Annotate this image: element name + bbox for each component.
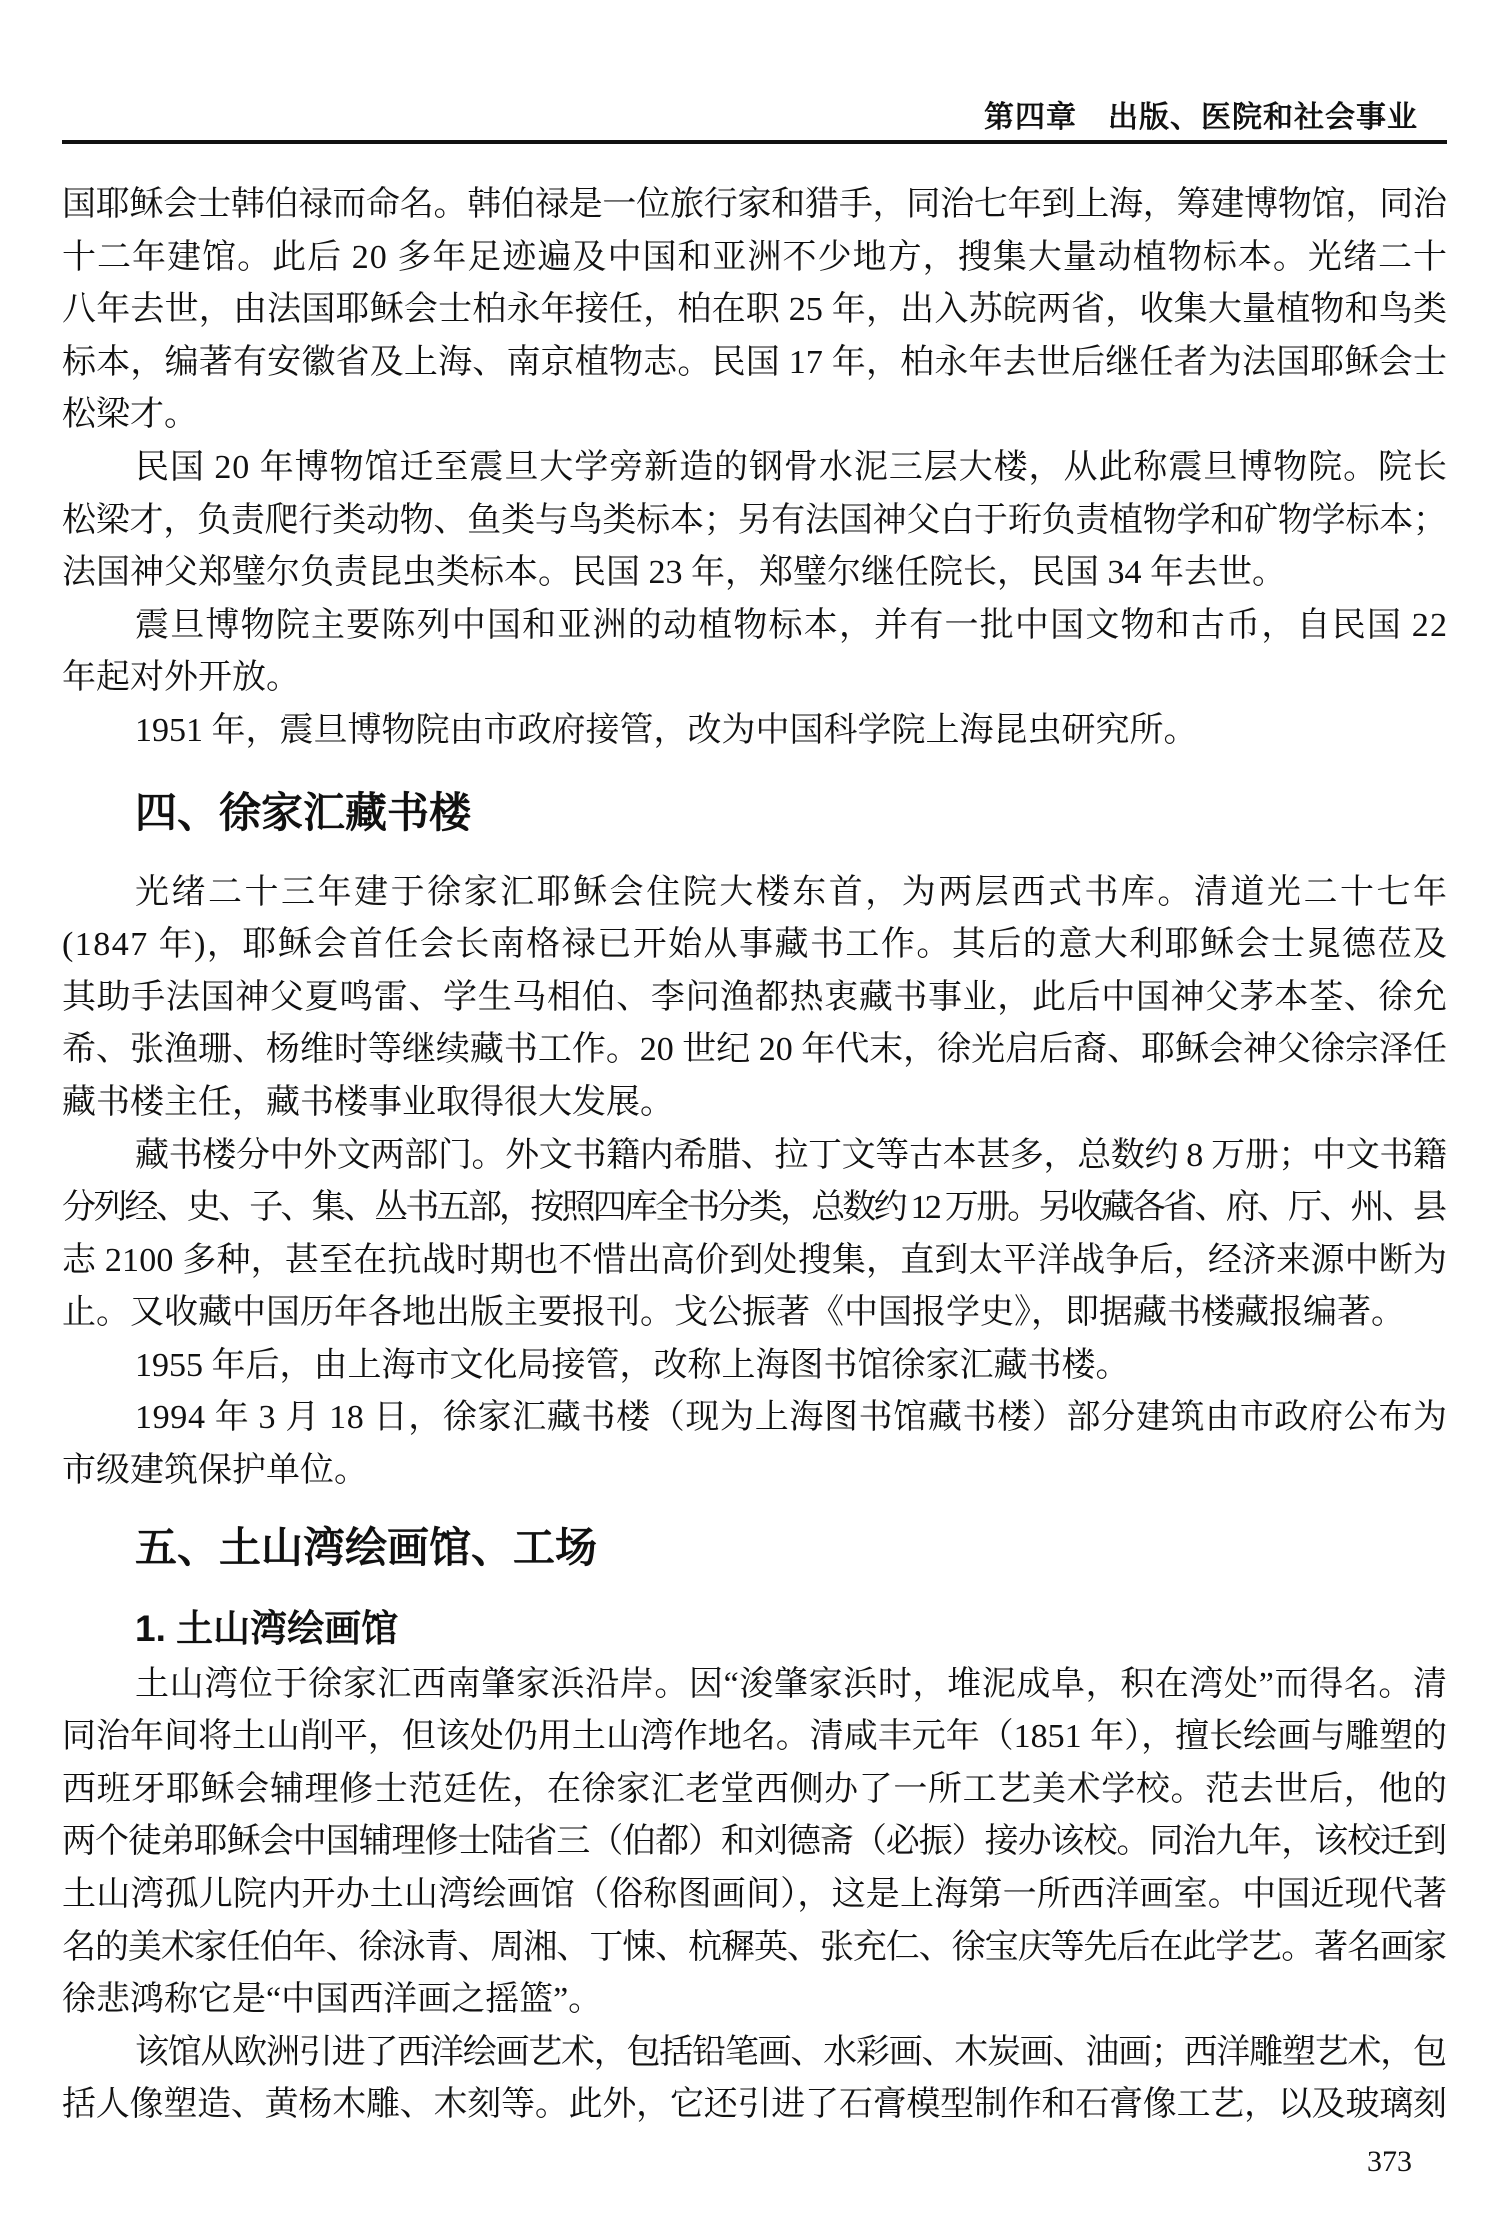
paragraph — [62, 1392, 1447, 1497]
text-line — [62, 1287, 1447, 1340]
text-line-content: 法国神父郑璧尔负责昆虫类标本。民国 23 年，郑璧尔继任院长，民国 34 年去世。 — [62, 554, 1286, 592]
text-line — [62, 1077, 1447, 1130]
text-line — [62, 284, 1447, 337]
text-line — [62, 652, 1447, 705]
text-line-content: 国耶稣会士韩伯禄而命名。韩伯禄是一位旅行家和猎手，同治七年到上海，筹建博物馆，同治 — [62, 186, 1447, 223]
text-line — [62, 337, 1447, 390]
text-line — [62, 1922, 1447, 1975]
text-line — [62, 1659, 1447, 1712]
text-line-content: (1847 年)，耶稣会首任会长南格禄已开始从事藏书工作。其后的意大利耶稣会士晁德莅及 — [62, 926, 1449, 964]
text-line — [62, 1869, 1447, 1922]
text-line-content: 年起对外开放。 — [62, 659, 300, 697]
paragraph — [62, 705, 1447, 758]
text-line — [62, 867, 1450, 920]
section-heading: 五、土山湾绘画馆、工场 — [135, 1523, 598, 1571]
section-heading: 四、徐家汇藏书楼 — [135, 788, 472, 836]
text-line-content: 藏书楼主任，藏书楼事业取得很大发展。 — [62, 1083, 674, 1121]
text-line — [62, 179, 1447, 232]
text-line — [62, 1764, 1447, 1817]
page-body — [62, 179, 1450, 2132]
text-line-content: 震旦博物院主要陈列中国和亚洲的动植物标本，并有一批中国文物和古币，自民国 22 — [135, 606, 1449, 644]
running-head-chapter-title: 第四章 出版、医院和社会事业 — [984, 101, 1418, 134]
text-line — [62, 1182, 1447, 1235]
paragraph — [62, 1659, 1447, 2027]
text-line-content: 藏书楼分中外文两部门。外文书籍内希腊、拉丁文等古本甚多，总数约 8 万册；中文书籍 — [135, 1136, 1447, 1174]
text-line-content: 光绪二十三年建于徐家汇耶稣会住院大楼东首，为两层西式书库。清道光二十七年 — [135, 873, 1450, 911]
text-line-content: 十二年建馆。此后 20 多年足迹遍及中国和亚洲不少地方，搜集大量动植物标本。光绪二十 — [62, 238, 1449, 276]
text-line-content: 括人像塑造、黄杨木雕、木刻等。此外，它还引进了石膏模型制作和石膏像工艺，以及玻璃刻 — [62, 2086, 1447, 2124]
paragraph — [62, 442, 1447, 600]
text-line-content: 1951 年，震旦博物院由市政府接管，改为中国科学院上海昆虫研究所。 — [135, 711, 1198, 749]
text-line-content: 民国 20 年博物馆迁至震旦大学旁新造的钢骨水泥三层大楼，从此称震旦博物院。院长 — [135, 448, 1448, 486]
text-line — [62, 1340, 1447, 1393]
text-line-content: 徐悲鸿称它是“中国西洋画之摇篮”。 — [62, 1981, 603, 2019]
paragraph — [62, 1130, 1447, 1340]
subsection-heading: 1. 土山湾绘画馆 — [135, 1607, 399, 1649]
text-line — [62, 1130, 1447, 1183]
text-line — [62, 1235, 1447, 1288]
text-line-content: 名的美术家任伯年、徐泳青、周湘、丁悚、杭穉英、张充仁、徐宝庆等先后在此学艺。著名画家 — [62, 1928, 1446, 1966]
text-line — [62, 442, 1447, 495]
page-number: 373 — [1367, 2145, 1412, 2178]
text-line-content: 标本，编著有安徽省及上海、南京植物志。民国 17 年，柏永年去世后继任者为法国耶稣会士 — [62, 343, 1448, 381]
text-line-content: 八年去世，由法国耶稣会士柏永年接任，柏在职 25 年，出入苏皖两省，收集大量植物和鸟类 — [62, 291, 1448, 329]
text-line — [62, 2079, 1447, 2132]
paragraph — [62, 179, 1447, 442]
paragraph — [62, 1340, 1447, 1393]
text-line — [62, 1711, 1447, 1764]
header-rule — [62, 140, 1447, 144]
text-line — [62, 705, 1447, 758]
text-line-content: 止。又收藏中国历年各地出版主要报刊。戈公振著《中国报学史》，即据藏书楼藏报编著。 — [62, 1294, 1405, 1332]
paragraph — [62, 867, 1450, 1130]
text-line — [62, 389, 1447, 442]
text-line — [62, 972, 1447, 1025]
text-line — [62, 547, 1447, 600]
text-line-content: 该馆从欧洲引进了西洋绘画艺术，包括铅笔画、水彩画、木炭画、油画；西洋雕塑艺术，包 — [135, 2033, 1446, 2071]
text-line-content: 土山湾位于徐家汇西南肇家浜沿岸。因“浚肇家浜时，堆泥成阜，积在湾处”而得名。清 — [135, 1665, 1448, 1703]
text-line-content: 分列经、史、子、集、丛书五部，按照四库全书分类，总数约 12 万册。另收藏各省、府、厅、州、县 — [62, 1189, 1445, 1227]
text-line — [62, 1445, 1447, 1498]
text-line-content: 市级建筑保护单位。 — [62, 1452, 368, 1490]
text-line-content: 松梁才。 — [62, 396, 198, 434]
text-line — [62, 919, 1447, 972]
text-line-content: 松梁才，负责爬行类动物、鱼类与鸟类标本；另有法国神父白于珩负责植物学和矿物学标本； — [62, 501, 1447, 539]
text-line — [62, 232, 1447, 285]
text-line — [62, 2027, 1447, 2080]
text-line-content: 土山湾孤儿院内开办土山湾绘画馆（俗称图画间），这是上海第一所西洋画室。中国近现代著 — [62, 1876, 1448, 1914]
text-line — [62, 1816, 1447, 1869]
text-line-content: 1994 年 3 月 18 日，徐家汇藏书楼（现为上海图书馆藏书楼）部分建筑由市政府公布为 — [135, 1399, 1448, 1437]
text-line — [62, 1392, 1447, 1445]
text-line-content: 1955 年后，由上海市文化局接管，改称上海图书馆徐家汇藏书楼。 — [135, 1346, 1130, 1384]
text-line — [62, 1024, 1447, 1077]
text-line — [62, 1974, 1447, 2027]
text-line — [62, 495, 1447, 548]
text-line-content: 西班牙耶稣会辅理修士范廷佐，在徐家汇老堂西侧办了一所工艺美术学校。范去世后，他的 — [62, 1770, 1448, 1808]
text-line-content: 两个徒弟耶稣会中国辅理修士陆省三（伯都）和刘德斋（必振）接办该校。同治九年，该校迁到 — [62, 1823, 1446, 1861]
text-line-content: 志 2100 多种，甚至在抗战时期也不惜出高价到处搜集，直到太平洋战争后，经济来源中断为 — [62, 1241, 1448, 1279]
paragraph — [62, 2027, 1447, 2132]
text-line-content: 希、张渔珊、杨维时等继续藏书工作。20 世纪 20 年代末，徐光启后裔、耶稣会神父徐宗泽任 — [62, 1031, 1447, 1069]
text-line-content: 同治年间将土山削平，但该处仍用土山湾作地名。清咸丰元年（1851 年），擅长绘画与雕塑的 — [62, 1718, 1447, 1756]
text-line-content: 其助手法国神父夏鸣雷、学生马相伯、李问渔都热衷藏书事业，此后中国神父茅本荃、徐允 — [62, 978, 1448, 1016]
paragraph — [62, 600, 1447, 705]
text-line — [62, 600, 1447, 653]
